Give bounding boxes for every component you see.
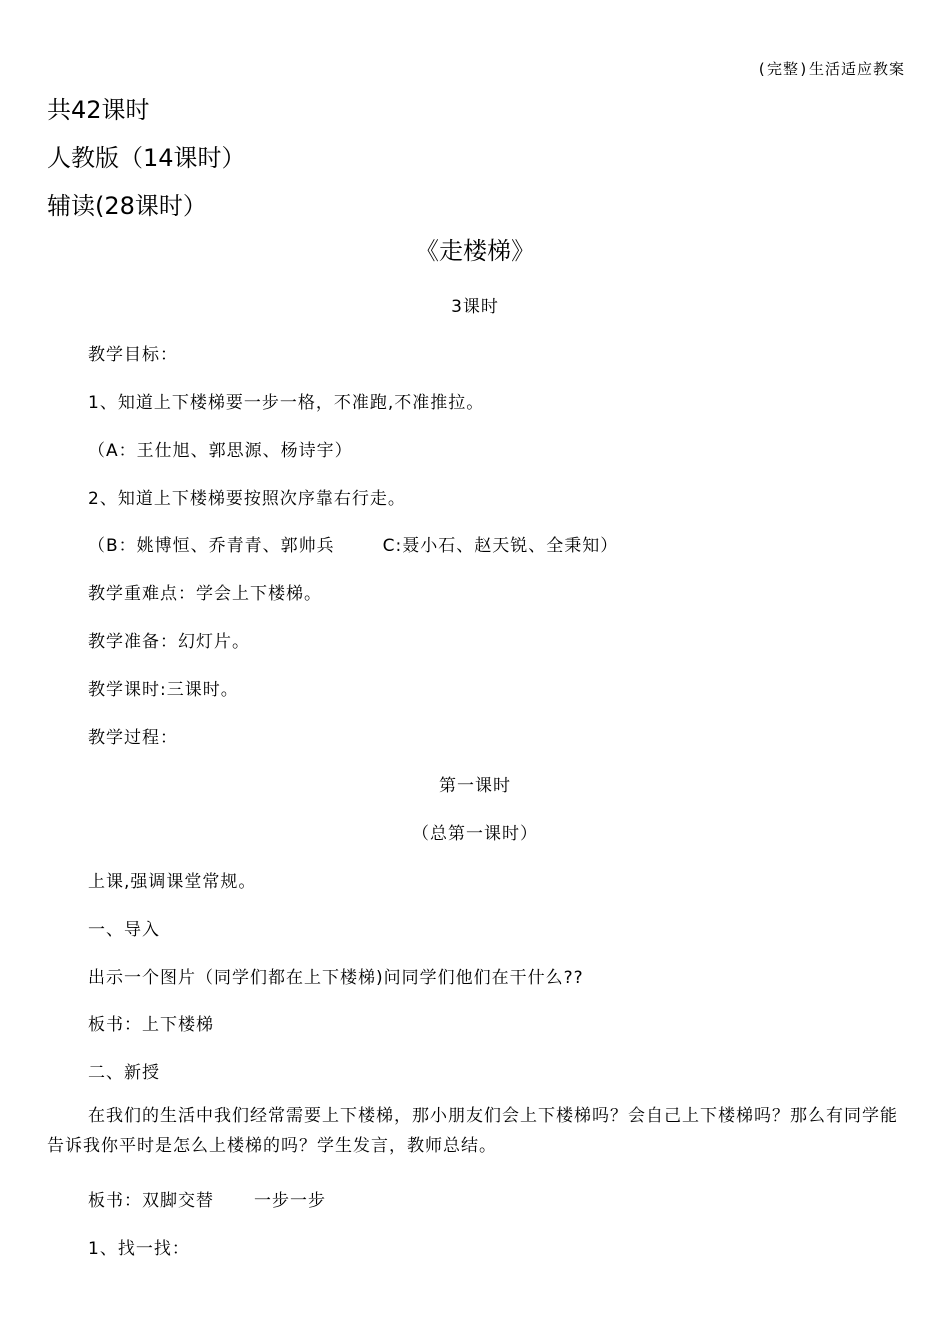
class-start: 上课,强调课堂常规。 — [88, 872, 257, 892]
board-note-2-b: 一步一步 — [254, 1191, 326, 1211]
pep-hours: 人教版（14课时） — [47, 144, 246, 172]
groups-b-c — [88, 531, 618, 556]
total-first-lesson: （总第一课时） — [412, 824, 538, 844]
main-paragraph: 在我们的生活中我们经常需要上下楼梯，那小朋友们会上下楼梯吗？会自己上下楼梯吗？那么有同学能告诉我你平时是怎么上楼梯的吗？学生发言，教师总结。 — [47, 1106, 898, 1156]
show-picture: 出示一个图片（同学们都在上下楼梯)问同学们他们在干什么?? — [88, 968, 584, 988]
find-item: 1、找一找： — [88, 1239, 190, 1259]
first-lesson-heading: 第一课时 — [439, 776, 511, 796]
lesson-hours: 3课时 — [451, 297, 499, 317]
process-label: 教学过程： — [88, 728, 178, 748]
lesson-count: 教学课时:三课时。 — [88, 680, 239, 700]
board-note-2-a: 板书：双脚交替 — [88, 1191, 214, 1211]
preparation: 教学准备：幻灯片。 — [88, 632, 250, 652]
lesson-title: 《走楼梯》 — [415, 237, 535, 265]
board-note-2 — [88, 1186, 326, 1211]
board-note-1: 板书：上下楼梯 — [88, 1015, 214, 1035]
group-b: （B：姚博恒、乔青青、郭帅兵 — [88, 536, 335, 556]
page-header: (完整)生活适应教案 — [756, 60, 905, 78]
fudu-hours: 辅读(28课时） — [47, 192, 207, 220]
goal-2: 2、知道上下楼梯要按照次序靠右行走。 — [88, 489, 406, 509]
key-point: 教学重难点：学会上下楼梯。 — [88, 584, 322, 604]
total-hours: 共42课时 — [47, 96, 150, 124]
group-c: C:聂小石、赵天锐、全秉知） — [382, 536, 619, 556]
section-intro: 一、导入 — [88, 920, 160, 940]
goal-1: 1、知道上下楼梯要一步一格，不准跑,不准推拉。 — [88, 393, 485, 413]
group-a: （A：王仕旭、郭思源、杨诗宇） — [88, 441, 353, 461]
section-new: 二、新授 — [88, 1063, 160, 1083]
goal-label: 教学目标： — [88, 345, 178, 365]
